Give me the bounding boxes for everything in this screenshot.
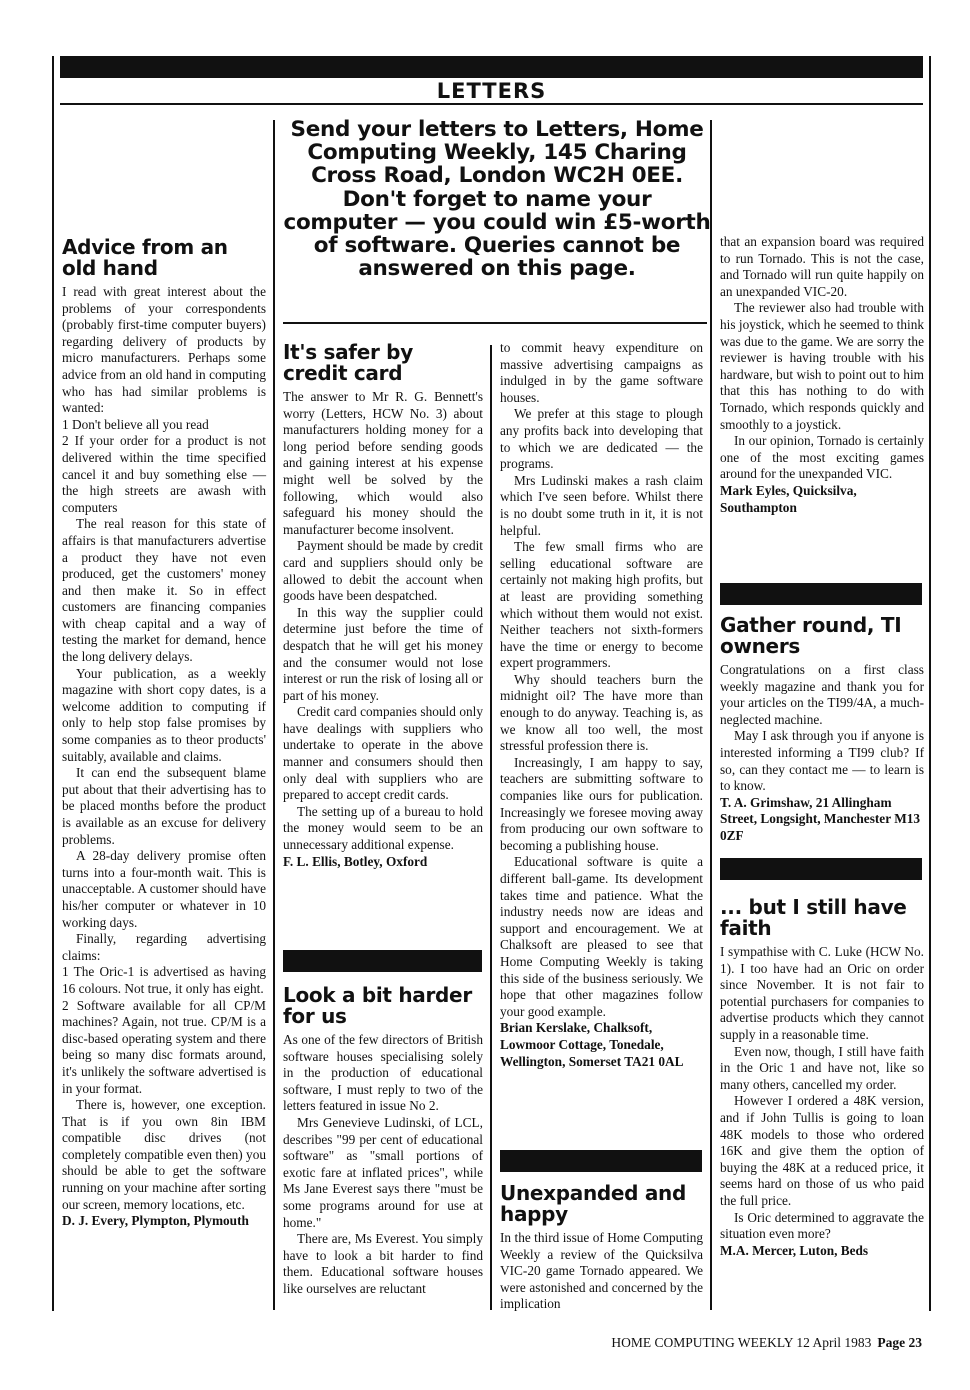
look-para: We prefer at this stage to plough any profits back into developing that to which we are dedicated — the programs.: [500, 406, 703, 472]
send-letters-notice: Send your letters to Letters, Home Computing Weekly, 145 Charing Cross Road, London WC2H 0EE. Don't forget to name your computer — you could win £5-worth of software. Queries cannot be answered on this page.: [283, 117, 711, 282]
divider-bar: [283, 950, 482, 972]
credit-para: Credit card companies should only have dealings with suppliers who undertake to operate in the above manner and consumers should then only deal with suppliers who are prepared to accept credit cards.: [283, 704, 483, 803]
advice-para: 2 If your order for a product is not delivered within the time specified cancel it and buy something else — the high streets are awash with computers: [62, 433, 266, 515]
unexpanded-title: Unexpanded and happy: [500, 1181, 687, 1226]
column-3-lower: [500, 1183, 703, 1313]
look-title: Look a bit harder for us: [283, 983, 472, 1028]
column-1: [62, 237, 266, 1230]
section-heading: [60, 79, 923, 103]
look-para: Educational software is quite a different ball-game. Its development takes time and patience. What the industry needs now are ideas and support and encouragement. We at Chalksoft are pleased to see that Home Computing Weekly is taking this side of the business seriously. We hope that other magazines follow your good example.: [500, 854, 703, 1019]
publication-line: HOME COMPUTING WEEKLY 12 April 1983: [611, 1335, 872, 1350]
col-divider-1: [273, 120, 275, 1310]
advice-para: Finally, regarding advertising claims:: [62, 931, 266, 963]
look-para: Mrs Ludinski makes a rash claim which I've seen before. Whilst there is no doubt some truth in it, it is not helpful.: [500, 472, 703, 538]
column-2: [283, 342, 483, 870]
column-2-lower: [283, 985, 483, 1298]
credit-signature: F. L. Ellis, Botley, Oxford: [283, 853, 428, 869]
gather-para: Congratulations on a first class weekly magazine and thank you for your articles on the TI99/4A, a much-neglected machine.: [720, 662, 924, 727]
advice-para: It can end the subsequent blame put about that their advertising has to be placed months before the product is available as an excuse for delivery problems.: [62, 765, 266, 847]
look-para: Mrs Genevieve Ludinski, of LCL, describes "99 per cent of educational software" as "small portions of exotic fare at inflated prices", while Ms Jane Everest says there "must be some programs around for use at home.": [283, 1114, 483, 1230]
look-signature: Brian Kerslake, Chalksoft, Lowmoor Cottage, Tonedale, Wellington, Somerset TA21 0AL: [500, 1020, 684, 1069]
column-4-lower: [720, 897, 924, 1259]
page-number: Page 23: [877, 1335, 922, 1350]
advice-signature: D. J. Every, Plympton, Plymouth: [62, 1213, 249, 1229]
column-4: [720, 234, 924, 516]
unexpanded-para: The reviewer also had trouble with his joystick, which he seemed to think was due to the game. We are sorry the reviewer is having trouble with his hardware, but wish to point out to him that this has nothing to do with Tornado, which responds quickly and smoothly to a joystick.: [720, 300, 924, 432]
header-bar: [60, 56, 923, 78]
faith-signature: M.A. Mercer, Luton, Beds: [720, 1242, 869, 1258]
col-divider-2: [490, 345, 492, 1310]
unexpanded-para: In our opinion, Tornado is certainly one of the most exciting games around for the unexpanded VIC.: [720, 433, 924, 482]
credit-para: The setting up of a bureau to hold the money would seem to be an unnecessary additional expense.: [283, 803, 483, 853]
credit-para: Payment should be made by credit card and suppliers should only be allowed to debit the account when goods have been despatched.: [283, 538, 483, 604]
unexpanded-para: In the third issue of Home Computing Weekly a review of the Quicksilva VIC-20 game Tornado appeared. We were astonished and concerned by the implication: [500, 1230, 703, 1312]
left-border: [52, 56, 54, 1311]
unexpanded-para: that an expansion board was required to run Tornado. This is not the case, and Tornado will run quite happily on an unexpanded VIC-20.: [720, 234, 924, 299]
unexpanded-signature: Mark Eyles, Quicksilva, Southampton: [720, 482, 857, 515]
advice-para: 1 Don't believe all you read: [62, 416, 209, 432]
advice-para: 2 Software available for all CP/M machines? Again, not true. CP/M is a disc-based operating system and there being so many disc formats around, it's unlikely the software advertised is in your format.: [62, 997, 266, 1096]
faith-title: ... but I still have faith: [720, 895, 907, 940]
divider-bar: [500, 1150, 702, 1172]
faith-para: I sympathise with C. Luke (HCW No. 1). I too have had an Oric on order since November. It is not fair to potential purchasers for companies to advertise products which they cannot supply in a reasonable time.: [720, 944, 924, 1042]
advice-title: Advice from an old hand: [62, 235, 228, 280]
right-border: [929, 56, 931, 1311]
heading-underline: [60, 103, 923, 105]
faith-para: Even now, though, I still have faith in the Oric 1 and have not, like so many others, cancelled my order.: [720, 1043, 924, 1092]
credit-para: The answer to Mr R. G. Bennett's worry (Letters, HCW No. 3) about manufacturers holding money for a long period before sending goods and gaining interest at his expense might well be solved by the following, which would also safeguard his money should the manufacturer become insolvent.: [283, 389, 483, 537]
advice-para: There is, however, one exception. That is if you own 8in IBM compatible disc drives (not completely compatible even then) you should be able to get the software running on your machine after sorting our screen, memory locations, etc.: [62, 1097, 266, 1212]
look-para: There are, Ms Everest. You simply have to look a bit harder to find them. Educational software houses like ourselves are reluctant: [283, 1231, 483, 1296]
look-para: to commit heavy expenditure on massive advertising campaigns as indulged in by the game software houses.: [500, 340, 703, 405]
divider-bar: [720, 583, 922, 605]
faith-para: However I ordered a 48K version, and if John Tullis is going to loan 48K models to those who ordered 16K and give them the option of buying the 48K at a reduced price, it seems hard on those of us who paid the full price.: [720, 1093, 924, 1208]
advice-para: I read with great interest about the problems of your correspondents (probably first-time computer buyers) regarding delivery of products by micro manufacturers. Perhaps some advice from an old hand in computing who has had similar problems is wanted:: [62, 284, 266, 416]
credit-para: In this way the supplier could determine just before the time of despatch that he will get his money and the consumer would not lose interest or run the risk of losing all or part of his money.: [283, 604, 483, 703]
look-para: The few small firms who are selling educational software are certainly not making high profits, but at least are providing something which without them would not exist. Neither teachers not sixth-formers have the time or energy to become expert programmers.: [500, 539, 703, 671]
advice-para: Your publication, as a weekly magazine with short copy dates, is a welcome addition to computing if only to help stop false promises by some companies as to theor products' suitably, available and claims.: [62, 665, 266, 764]
look-para: As one of the few directors of British software houses specialising solely in the production of educational software, I must reply to two of the letters featured in issue No 2.: [283, 1032, 483, 1114]
advice-para: A 28-day delivery promise often turns into a four-month wait. This is unacceptable. A customer should have his/her computer or whatever in 10 working days.: [62, 848, 266, 930]
section-title: LETTERS: [436, 79, 547, 103]
gather-title: Gather round, TI owners: [720, 613, 902, 658]
gather-signature: T. A. Grimshaw, 21 Allingham Street, Longsight, Manchester M13 0ZF: [720, 794, 921, 843]
credit-title: It's safer by credit card: [283, 340, 413, 385]
divider-bar: [720, 858, 922, 880]
faith-para: Is Oric determined to aggravate the situation even more?: [720, 1209, 924, 1242]
column-3: [500, 340, 703, 1070]
notice-underline: [283, 322, 707, 324]
advice-para: The real reason for this state of affairs is that manufacturers advertise a product they have not even produced, get the customers' money and then make it. So in effect customers are financing companies with cheap capital and a way of testing the market for demand, hence the long delivery delays.: [62, 516, 266, 665]
col-divider-3: [710, 120, 712, 1310]
page-footer: [611, 1335, 922, 1351]
gather-para: May I ask through you if anyone is interested informing a TI99 club? If so, can they contact me — to learn is to know.: [720, 728, 924, 794]
look-para: Increasingly, I am happy to say, teachers are submitting software to companies like ours for publication. Increasingly we foresee moving away from producing our own software to becoming a publishing house.: [500, 754, 703, 853]
look-para: Why should teachers burn the midnight oil? The have more than enough to do anyway. Teaching is, as we know all too well, the most stressful profession there is.: [500, 671, 703, 754]
column-4-middle: [720, 615, 924, 845]
advice-para: 1 The Oric-1 is advertised as having 16 colours. Not true, it only has eight.: [62, 964, 266, 996]
